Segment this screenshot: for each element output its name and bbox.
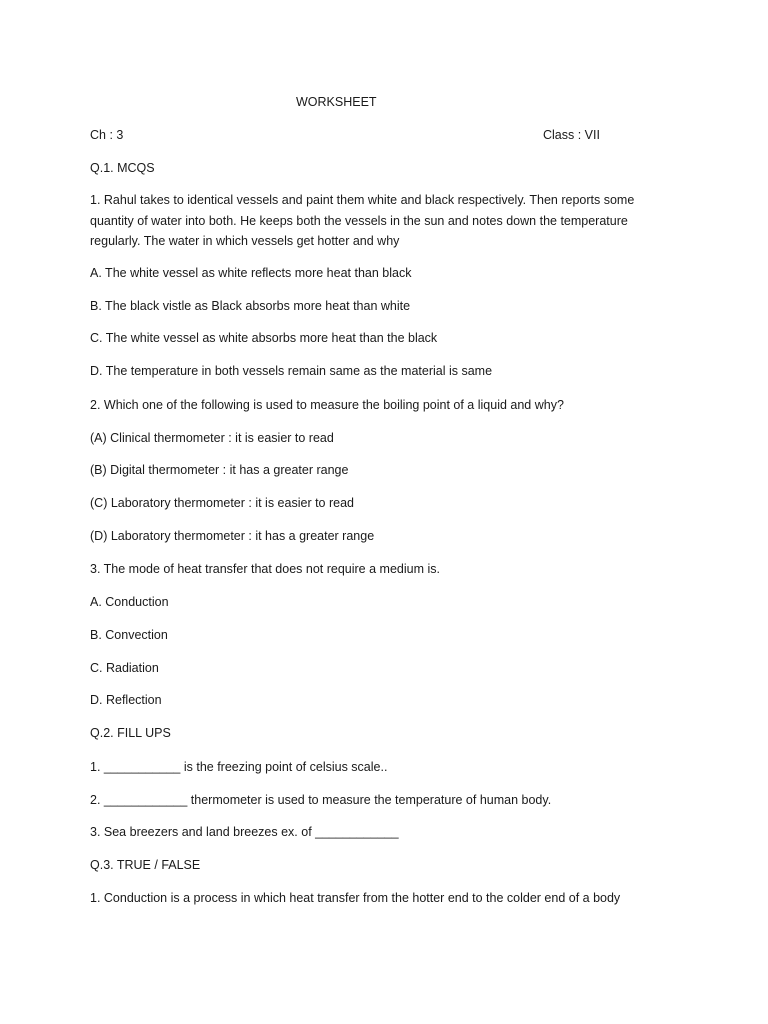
question-2-option-b: (B) Digital thermometer : it has a greater range (90, 463, 349, 477)
question-3-option-b: B. Convection (90, 628, 168, 642)
question-2-option-c: (C) Laboratory thermometer : it is easier to read (90, 496, 354, 510)
question-2-text: 2. Which one of the following is used to measure the boiling point of a liquid and why? (90, 398, 564, 412)
question-2-option-d: (D) Laboratory thermometer : it has a greater range (90, 529, 375, 543)
question-1-text: 1. Rahul takes to identical vessels and paint them white and black respectively. Then reports some quantity of water into both. He keeps both the vessels in the sun and notes down the temperature regularly. The water in which vessels get hotter and why (90, 193, 635, 248)
class-label: Class : VII (543, 128, 600, 142)
true-false-item-1: 1. Conduction is a process in which heat transfer from the hotter end to the colder end of a body (90, 891, 621, 905)
question-1-option-d: D. The temperature in both vessels remain same as the material is same (90, 364, 493, 378)
section-heading-fill-ups: Q.2. FILL UPS (90, 726, 171, 740)
question-3-option-c: C. Radiation (90, 661, 159, 675)
question-3-option-a: A. Conduction (90, 595, 169, 609)
worksheet-title: WORKSHEET (296, 95, 377, 109)
fill-up-item-3: 3. Sea breezers and land breezes ex. of ____________ (90, 825, 399, 839)
question-1-option-c: C. The white vessel as white absorbs more heat than the black (90, 331, 438, 345)
section-heading-true-false: Q.3. TRUE / FALSE (90, 858, 201, 872)
question-2-option-a: (A) Clinical thermometer : it is easier to read (90, 431, 334, 445)
question-1-option-a: A. The white vessel as white reflects more heat than black (90, 266, 412, 280)
question-3-option-d: D. Reflection (90, 693, 162, 707)
chapter-label: Ch : 3 (90, 128, 124, 142)
fill-up-item-2: 2. ____________ thermometer is used to measure the temperature of human body. (90, 793, 552, 807)
section-heading-mcqs: Q.1. MCQS (90, 161, 155, 175)
question-3-text: 3. The mode of heat transfer that does not require a medium is. (90, 562, 440, 576)
question-1-option-b: B. The black vistle as Black absorbs more heat than white (90, 299, 411, 313)
fill-up-item-1: 1. ___________ is the freezing point of celsius scale.. (90, 760, 388, 774)
